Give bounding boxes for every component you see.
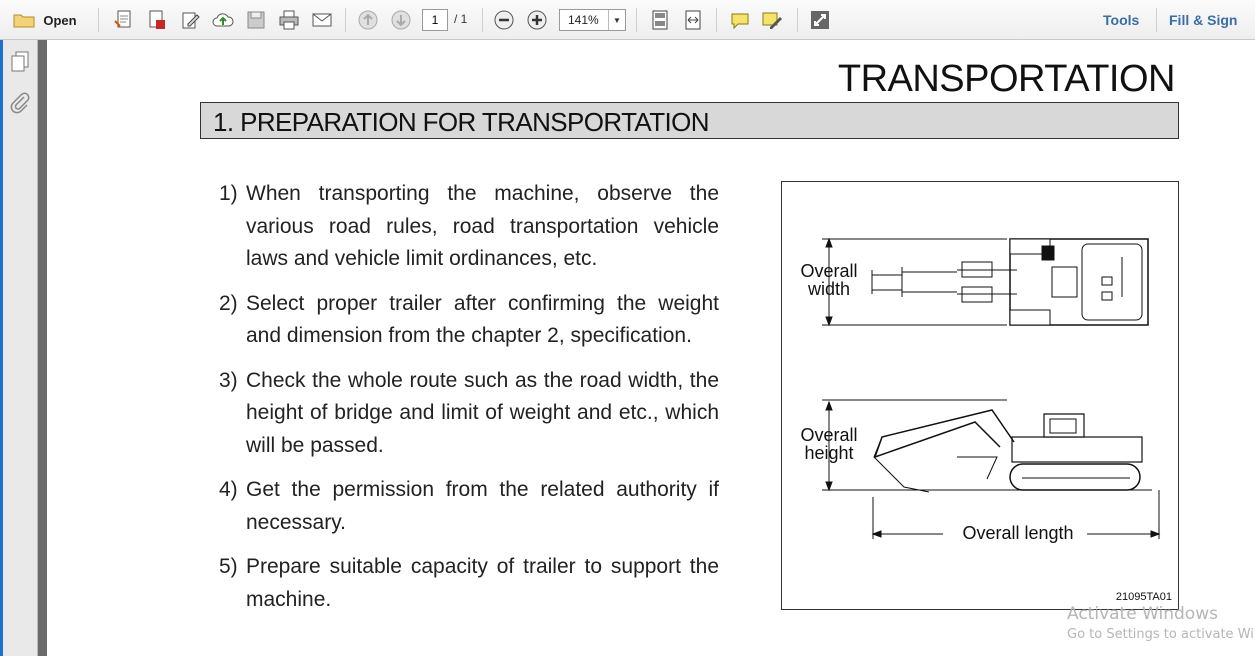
list-item <box>219 551 719 616</box>
page-up-icon[interactable] <box>356 7 380 33</box>
page-number-input[interactable]: 1 <box>422 9 448 31</box>
folder-icon <box>13 12 35 28</box>
zoom-value: 141% <box>568 13 599 27</box>
comment-icon[interactable] <box>728 7 752 33</box>
separator <box>482 8 483 32</box>
focus-strip <box>0 40 3 656</box>
toolbar <box>0 0 1255 40</box>
fit-width-icon[interactable] <box>681 7 705 33</box>
item-number: 1) <box>219 182 238 205</box>
page-down-icon[interactable] <box>389 7 413 33</box>
open-label: Open <box>43 12 77 28</box>
attachments-icon[interactable] <box>9 92 31 114</box>
separator <box>797 8 798 32</box>
item-number: 3) <box>219 368 238 392</box>
page-title: TRANSPORTATION <box>837 58 1175 100</box>
fill-sign-button[interactable]: Fill & Sign <box>1169 12 1238 28</box>
item-text: Check the whole route such as the road width, the height of bridge and limit of weight and etc., which will be passed. <box>246 368 719 457</box>
section-title: 1. PREPARATION FOR TRANSPORTATION <box>213 107 709 137</box>
edit-icon[interactable] <box>179 7 203 33</box>
label-line: Overall <box>800 261 858 281</box>
item-text: Select proper trailer after confirming the weight and dimension from the chapter 2, specification. <box>246 291 719 347</box>
separator <box>636 8 637 32</box>
highlight-icon[interactable] <box>760 7 784 33</box>
pane-splitter[interactable] <box>38 40 47 656</box>
page-total: / 1 <box>454 12 468 26</box>
label-line: Overall <box>800 425 858 445</box>
figure-code: 21095TA01 <box>1115 591 1172 603</box>
item-text: Get the permission from the related authority if necessary. <box>246 478 719 534</box>
zoom-in-icon[interactable] <box>525 7 549 33</box>
list-item <box>219 474 719 539</box>
zoom-select[interactable] <box>559 9 626 31</box>
fit-page-icon[interactable] <box>648 7 672 33</box>
label-line: height <box>804 443 854 463</box>
open-button[interactable] <box>8 7 82 33</box>
list-item <box>219 365 719 463</box>
separator <box>345 8 346 32</box>
label-line: width <box>807 279 851 299</box>
list-item <box>219 178 719 276</box>
save-icon[interactable] <box>244 7 268 33</box>
upload-cloud-icon[interactable] <box>211 7 235 33</box>
tools-button[interactable]: Tools <box>1103 12 1140 28</box>
chevron-down-icon[interactable]: ▼ <box>608 10 625 30</box>
overall-width-label <box>792 262 866 298</box>
create-pdf-icon[interactable] <box>112 7 136 33</box>
excavator-drawing <box>782 182 1178 609</box>
separator <box>716 8 717 32</box>
list-item <box>219 288 719 353</box>
excavator-dimension-figure <box>781 181 1179 610</box>
zoom-out-icon[interactable] <box>492 7 516 33</box>
separator <box>98 8 99 32</box>
item-number: 5) <box>219 555 238 578</box>
item-number: 4) <box>219 478 238 501</box>
navigation-pane <box>0 40 38 656</box>
separator <box>1156 8 1157 32</box>
export-pdf-icon[interactable] <box>145 7 169 33</box>
fullscreen-icon[interactable] <box>808 7 832 33</box>
section-header <box>200 102 1179 139</box>
document-page <box>47 40 1255 656</box>
instruction-list <box>219 178 719 628</box>
item-number: 2) <box>219 291 238 315</box>
activation-watermark <box>1067 604 1254 642</box>
overall-length-label: Overall length <box>950 524 1086 542</box>
overall-height-label <box>792 426 866 462</box>
print-icon[interactable] <box>277 7 301 33</box>
item-text: Prepare suitable capacity of trailer to support the machine. <box>246 555 719 611</box>
watermark-subtitle: Go to Settings to activate Wi <box>1067 627 1254 642</box>
email-icon[interactable] <box>310 7 334 33</box>
item-text: When transporting the machine, observe the various road rules, road transportation vehicle laws and vehicle limit ordinances, etc. <box>246 182 719 270</box>
pages-icon[interactable] <box>9 50 31 72</box>
watermark-title: Activate Windows <box>1067 604 1218 624</box>
